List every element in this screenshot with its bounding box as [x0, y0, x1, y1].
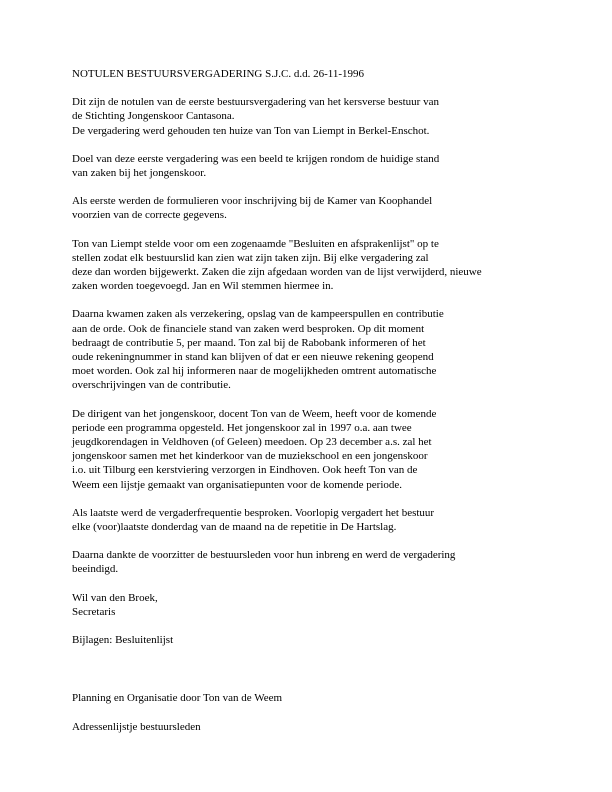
attachments-heading-block [72, 633, 572, 647]
text-line: beeindigd. [72, 563, 119, 576]
attachment-item-block [72, 691, 572, 705]
text-line: Als eerste werden de formulieren voor inschrijving bij de Kamer van Koophandel [72, 195, 433, 208]
paragraph-intro [72, 95, 572, 138]
paragraph-frequency [72, 506, 572, 534]
attachment-item: Planning en Organisatie door Ton van de Weem [72, 692, 283, 705]
text-line: De vergadering werd gehouden ten huize van Ton van Liempt in Berkel-Enschot. [72, 124, 430, 137]
text-line: aan de orde. Ook de financiele stand van zaken werd besproken. Op dit moment [72, 322, 425, 335]
attachments-label: Bijlagen: Besluitenlijst [72, 634, 174, 647]
text-line: jeugdkorendagen in Veldhoven (of Geleen) meedoen. Op 23 december a.s. zal het [72, 436, 432, 449]
attachment-item-block [72, 720, 572, 734]
text-line: De dirigent van het jongenskoor, docent Ton van de Weem, heeft voor de komende [72, 407, 437, 420]
text-line: voorzien van de correcte gegevens. [72, 209, 227, 222]
attachment-item: Adressenlijstje bestuursleden [72, 720, 201, 733]
paragraph-goal [72, 152, 572, 180]
text-line: Dit zijn de notulen van de eerste bestuursvergadering van het kersverse bestuur van [72, 96, 439, 109]
document-title: NOTULEN BESTUURSVERGADERING S.J.C. d.d. 26-11-1996 [72, 68, 365, 80]
text-line: de Stichting Jongenskoor Cantasona. [72, 110, 235, 123]
text-line: Doel van deze eerste vergadering was een beeld te krijgen rondom de huidige stand [72, 152, 440, 165]
text-line: Daarna dankte de voorzitter de bestuursleden voor hun inbreng en werd de vergadering [72, 549, 456, 562]
paragraph-decisions-list [72, 237, 572, 294]
text-line: overschrijvingen van de contributie. [72, 379, 231, 392]
paragraph-conductor [72, 407, 572, 492]
signature-block [72, 591, 572, 619]
text-line: i.o. uit Tilburg een kerstviering verzorgen in Eindhoven. Ook heeft Ton van de [72, 464, 418, 477]
text-line: Als laatste werd de vergaderfrequentie besproken. Voorlopig vergadert het bestuur [72, 506, 435, 519]
text-line: jongenskoor samen met het kinderkoor van de muziekschool en een jongenskoor [72, 450, 428, 463]
text-line: Daarna kwamen zaken als verzekering, opslag van de kampeerspullen en contributie [72, 308, 444, 321]
text-line: stellen zodat elk bestuurslid kan zien wat zijn taken zijn. Bij elke vergadering zal [72, 251, 429, 264]
text-line: periode een programma opgesteld. Het jongenskoor zal in 1997 o.a. aan twee [72, 421, 412, 434]
paragraph-kvk [72, 194, 572, 222]
text-line: Ton van Liempt stelde voor om een zogenaamde "Besluiten en afsprakenlijst" op te [72, 237, 439, 250]
text-line: elke (voor)laatste donderdag van de maand na de repetitie in De Hartslag. [72, 521, 397, 534]
text-line: zaken worden toegevoegd. Jan en Wil stemmen hiermee in. [72, 280, 334, 293]
text-line: Weem een lijstje gemaakt van organisatiepunten voor de komende periode. [72, 478, 403, 491]
text-line: deze dan worden bijgewerkt. Zaken die zijn afgedaan worden van de lijst verwijderd, nieuwe [72, 266, 482, 279]
text-line: bedraagt de contributie 5, per maand. Ton zal bij de Rabobank informeren of het [72, 336, 426, 349]
signature-name: Wil van den Broek, [72, 591, 158, 604]
paragraph-closing [72, 548, 572, 576]
document-page [72, 67, 572, 734]
text-line: oude rekeningnummer in stand kan blijven of dat er een nieuwe rekening geopend [72, 351, 434, 364]
paragraph-finances [72, 307, 572, 392]
signature-role: Secretaris [72, 605, 116, 618]
text-line: moet worden. Ook zal hij informeren naar de mogelijkheden omtrent automatische [72, 365, 437, 378]
text-line: van zaken bij het jongenskoor. [72, 167, 207, 180]
